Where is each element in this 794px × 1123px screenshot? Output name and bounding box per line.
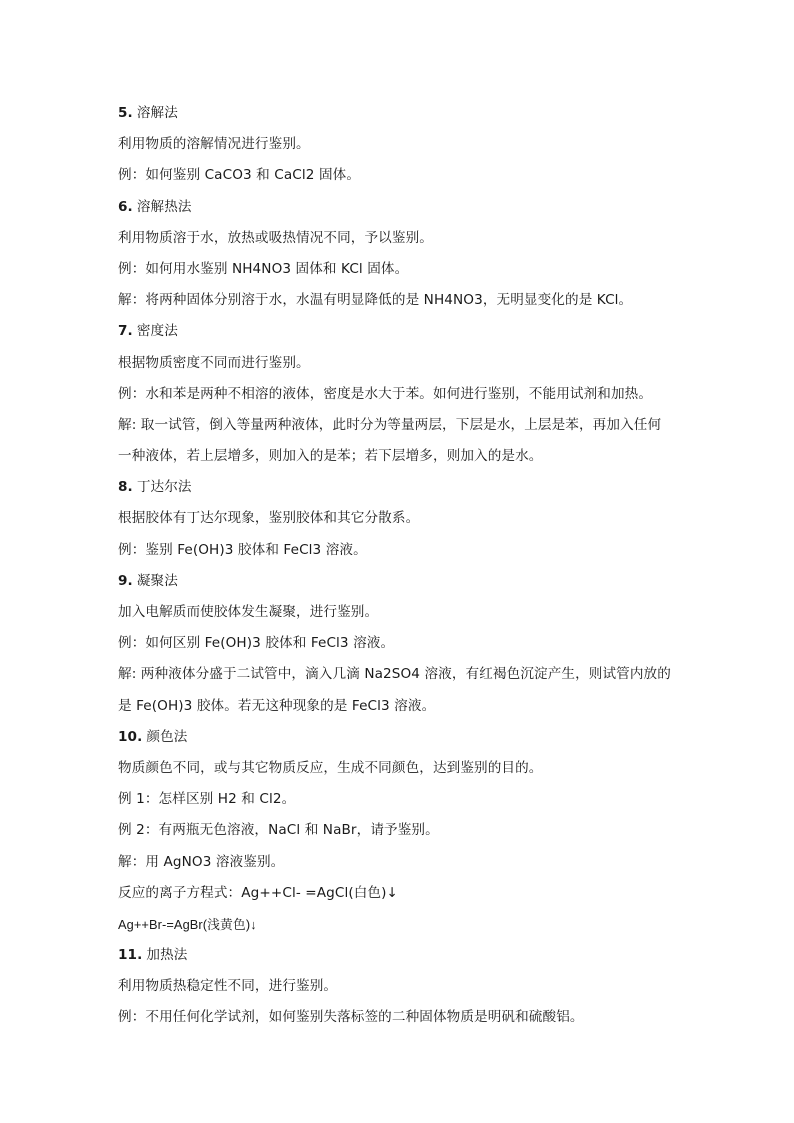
example-line: 例：水和苯是两种不相溶的液体，密度是水大于苯。如何进行鉴别，不能用试剂和加热。 [118, 385, 653, 402]
equation-line: Ag++Br-=AgBr(浅黄色)↓ [118, 916, 257, 932]
paragraph-line: 加入电解质而使胶体发生凝聚，进行鉴别。 [118, 604, 379, 620]
paragraph-line: 利用物质热稳定性不同，进行鉴别。 [118, 978, 338, 995]
section-heading-color: 10. 颜色法 [118, 728, 188, 745]
example-line: 例：鉴别 Fe(OH)3 胶体和 FeCl3 溶液。 [118, 541, 367, 558]
solution-line: 解：用 AgNO3 溶液鉴别。 [118, 853, 285, 870]
solution-line: 解: 取一试管，倒入等量两种液体，此时分为等量两层，下层是水，上层是苯，再加入任何 [118, 416, 662, 433]
equation-intro-line: 反应的离子方程式：Ag++Cl- =AgCl(白色)↓ [118, 884, 399, 901]
example-line: 例：如何用水鉴别 NH4NO3 固体和 KCl 固体。 [118, 260, 409, 277]
section-heading-heating: 11. 加热法 [118, 947, 188, 964]
section-heading-dissolution: 5. 溶解法 [118, 105, 178, 121]
paragraph-line: 根据物质密度不同而进行鉴别。 [118, 354, 310, 371]
example-line: 例：如何鉴别 CaCO3 和 CaCl2 固体。 [118, 167, 361, 184]
section-heading-dissolution-heat: 6. 溶解热法 [118, 198, 192, 215]
section-heading-density: 7. 密度法 [118, 323, 178, 340]
section-heading-coagulation: 9. 凝聚法 [118, 572, 178, 589]
example-line: 例：不用任何化学试剂，如何鉴别失落标签的二种固体物质是明矾和硫酸铝。 [118, 1009, 584, 1026]
solution-line-continued: 是 Fe(OH)3 胶体。若无这种现象的是 FeCl3 溶液。 [118, 697, 436, 714]
paragraph-line: 物质颜色不同，或与其它物质反应，生成不同颜色，达到鉴别的目的。 [118, 759, 543, 776]
paragraph-line: 利用物质溶于水，放热或吸热情况不同，予以鉴别。 [118, 229, 433, 246]
section-heading-tyndall: 8. 丁达尔法 [118, 479, 192, 496]
paragraph-line: 利用物质的溶解情况进行鉴别。 [118, 136, 310, 153]
solution-line: 解：将两种固体分别溶于水，水温有明显降低的是 NH4NO3，无明显变化的是 KCl。 [118, 292, 633, 309]
document-body [118, 98, 688, 1034]
example-line: 例 1：怎样区别 H2 和 Cl2。 [118, 791, 296, 808]
solution-line: 解: 两种液体分盛于二试管中，滴入几滴 Na2SO4 溶液，有红褐色沉淀产生，则试管内放的 [118, 666, 671, 683]
example-line: 例：如何区别 Fe(OH)3 胶体和 FeCl3 溶液。 [118, 635, 395, 652]
example-line: 例 2：有两瓶无色溶液，NaCl 和 NaBr，请予鉴别。 [118, 822, 439, 839]
solution-line-continued: 一种液体，若上层增多，则加入的是苯；若下层增多，则加入的是水。 [118, 448, 543, 465]
paragraph-line: 根据胶体有丁达尔现象，鉴别胶体和其它分散系。 [118, 510, 420, 527]
